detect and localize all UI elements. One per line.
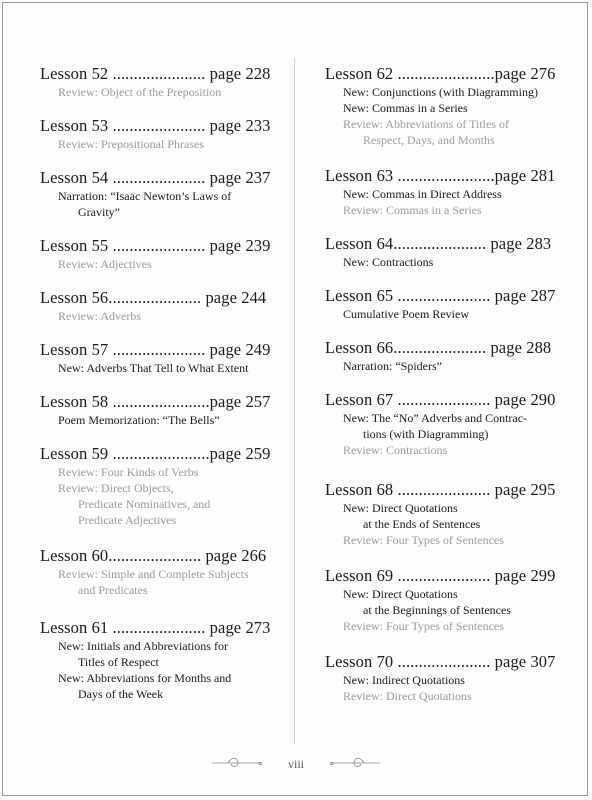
toc-entry [325, 64, 565, 148]
page-number: viii [287, 757, 304, 771]
toc-entry [325, 390, 565, 458]
review-topic [325, 442, 565, 458]
new-topic [325, 254, 565, 270]
toc-entry [325, 166, 565, 218]
topic-text: Review: Prepositional Phrases [58, 137, 204, 151]
topic-text: Narration: “Spiders” [343, 359, 442, 373]
topic-text: Review: Direct Objects, [58, 481, 174, 495]
toc-entry [40, 618, 280, 702]
toc-entry [325, 286, 565, 322]
toc-entry [40, 168, 280, 220]
topic-continuation: Predicate Nominatives, and [78, 497, 211, 511]
column-divider [294, 58, 295, 744]
lesson-heading: Lesson 66...................... page 288 [325, 338, 552, 357]
new-topic [40, 670, 280, 702]
new-topic [325, 186, 565, 202]
toc-entry [40, 64, 280, 100]
lesson-heading: Lesson 52 ...................... page 228 [40, 64, 271, 83]
toc-entry [325, 338, 565, 374]
new-topic [325, 500, 565, 532]
topic-text: New: Direct Quotations [343, 501, 458, 515]
toc-entry [40, 116, 280, 152]
topic-continuation: Predicate Adjectives [78, 513, 177, 527]
new-topic [325, 672, 565, 688]
topic-text: Review: Object of the Preposition [58, 85, 222, 99]
review-topic [40, 136, 280, 152]
lesson-heading: Lesson 58 .......................page 257 [40, 392, 271, 411]
new-topic [40, 638, 280, 670]
topic-text: Cumulative Poem Review [343, 307, 469, 321]
review-topic [325, 532, 565, 548]
lesson-heading: Lesson 62 .......................page 276 [325, 64, 556, 83]
new-topic [40, 412, 280, 428]
toc-entry [325, 566, 565, 634]
review-topic [325, 688, 565, 704]
review-topic [325, 618, 565, 634]
toc-entry [40, 444, 280, 528]
new-topic [325, 410, 565, 442]
review-topic [40, 464, 280, 480]
new-topic [325, 306, 565, 322]
lesson-heading: Lesson 63 .......................page 281 [325, 166, 556, 185]
topic-text: Review: Adjectives [58, 257, 152, 271]
topic-text: New: Commas in Direct Address [343, 187, 502, 201]
topic-text: Poem Memorization: “The Bells” [58, 413, 220, 427]
toc-entry [40, 546, 280, 598]
review-topic [40, 566, 280, 598]
topic-text: New: Conjunctions (with Diagramming) [343, 85, 538, 99]
lesson-heading: Lesson 55 ...................... page 239 [40, 236, 271, 255]
topic-text: New: Contractions [343, 255, 434, 269]
toc-entry [40, 392, 280, 428]
lesson-heading: Lesson 64...................... page 283 [325, 234, 552, 253]
lesson-heading: Lesson 61 ...................... page 273 [40, 618, 271, 637]
topic-text: Review: Commas in a Series [343, 203, 482, 217]
topic-text: New: Direct Quotations [343, 587, 458, 601]
topic-text: Review: Simple and Complete Subjects [58, 567, 249, 581]
new-topic [325, 586, 565, 618]
topic-text: Review: Direct Quotations [343, 689, 472, 703]
topic-text: New: Commas in a Series [343, 101, 468, 115]
review-topic [40, 308, 280, 324]
topic-text: Review: Four Types of Sentences [343, 619, 504, 633]
new-topic [325, 84, 565, 100]
topic-text: Review: Contractions [343, 443, 448, 457]
topic-continuation: Titles of Respect [78, 655, 159, 669]
lesson-heading: Lesson 68 ...................... page 295 [325, 480, 556, 499]
topic-text: Review: Adverbs [58, 309, 141, 323]
toc-entry [325, 480, 565, 548]
topic-text: New: Abbreviations for Months and [58, 671, 232, 685]
review-topic [40, 84, 280, 100]
topic-continuation: at the Ends of Sentences [363, 517, 481, 531]
new-topic [40, 360, 280, 376]
toc-entry [40, 340, 280, 376]
lesson-heading: Lesson 70 ...................... page 307 [325, 652, 556, 671]
lesson-heading: Lesson 67 ...................... page 290 [325, 390, 556, 409]
toc-entry [325, 234, 565, 270]
lesson-heading: Lesson 54 ...................... page 237 [40, 168, 271, 187]
toc-entry [40, 288, 280, 324]
new-topic [325, 100, 565, 116]
toc-entry [40, 236, 280, 272]
topic-continuation: Gravity” [78, 205, 120, 219]
lesson-heading: Lesson 60...................... page 266 [40, 546, 267, 565]
topic-text: New: The “No” Adverbs and Contrac- [343, 411, 528, 425]
topic-text: Review: Four Types of Sentences [343, 533, 504, 547]
toc-entry [325, 652, 565, 704]
topic-text: Review: Abbreviations of Titles of [343, 117, 509, 131]
topic-continuation: Respect, Days, and Months [363, 133, 495, 147]
lesson-heading: Lesson 59 .......................page 259 [40, 444, 271, 463]
review-topic [40, 256, 280, 272]
topic-text: New: Adverbs That Tell to What Extent [58, 361, 249, 375]
topic-continuation: Days of the Week [78, 687, 164, 701]
topic-continuation: tions (with Diagramming) [363, 427, 489, 441]
lesson-heading: Lesson 56...................... page 244 [40, 288, 267, 307]
topic-text: New: Initials and Abbreviations for [58, 639, 228, 653]
topic-continuation: and Predicates [78, 583, 148, 597]
review-topic [325, 116, 565, 148]
review-topic [40, 480, 280, 528]
page-footer [0, 754, 592, 774]
review-topic [325, 202, 565, 218]
new-topic [40, 188, 280, 220]
topic-continuation: at the Beginnings of Sentences [363, 603, 511, 617]
topic-text: New: Indirect Quotations [343, 673, 465, 687]
lesson-heading: Lesson 69 ...................... page 299 [325, 566, 556, 585]
lesson-heading: Lesson 53 ...................... page 233 [40, 116, 271, 135]
topic-text: Review: Four Kinds of Verbs [58, 465, 199, 479]
topic-text: Narration: “Isaac Newton’s Laws of [58, 189, 232, 203]
lesson-heading: Lesson 65 ...................... page 287 [325, 286, 556, 305]
new-topic [325, 358, 565, 374]
lesson-heading: Lesson 57 ...................... page 249 [40, 340, 271, 359]
